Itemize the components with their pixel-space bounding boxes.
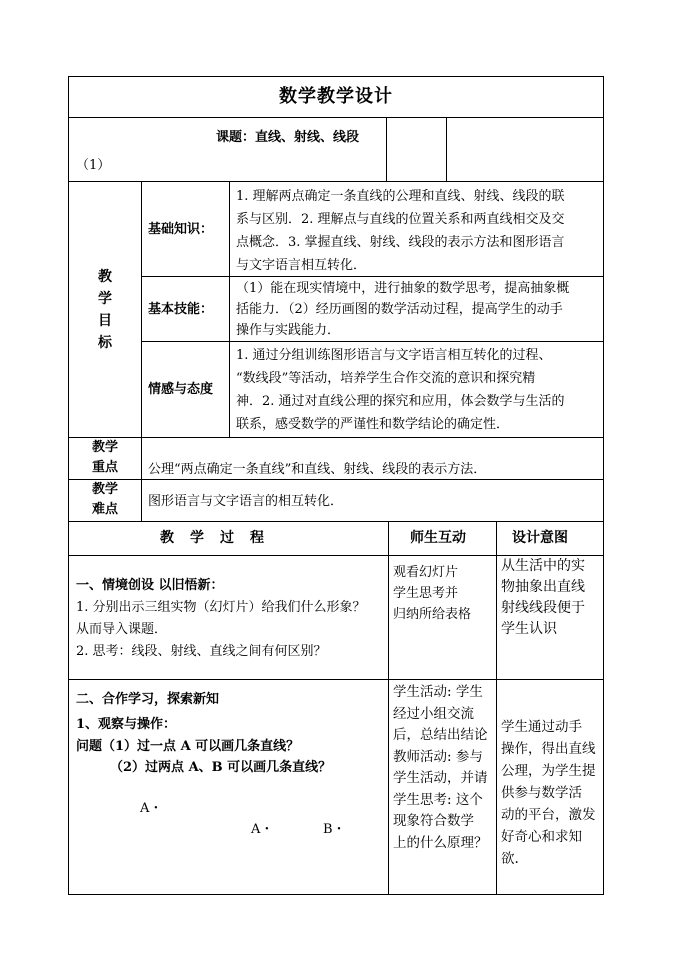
question-1: 问题（1）过一点 A 可以画几条直线？	[76, 739, 300, 754]
knowledge-line: 系与区别．2. 理解点与直线的位置关系和两直线相交及交	[236, 212, 565, 227]
attitude-line: 联系，感受数学的严谨性和数学结论的确定性．	[236, 417, 510, 432]
knowledge-line: 1. 理解两点确定一条直线的公理和直线、射线、线段的联	[236, 189, 565, 204]
lesson-number: （1）	[76, 158, 111, 173]
section2-interaction	[393, 682, 488, 854]
skills-text	[236, 278, 569, 341]
section1-heading: 一、情境创设 以旧悟新：	[76, 578, 224, 593]
section2-intent-line: 公理，为学生提	[501, 763, 596, 779]
difficulty-label-line: 难点	[92, 502, 119, 517]
objectives-label-char: 教	[98, 269, 112, 285]
section2-interaction-line: 教师活动: 参与	[393, 748, 483, 765]
attitude-label: 情感与态度	[148, 382, 214, 397]
objectives-label-char: 学	[98, 291, 112, 307]
section1-interaction	[393, 562, 471, 625]
key-point-label	[92, 438, 118, 478]
point-a-single: A・	[140, 801, 163, 816]
knowledge-line: 点概念．3. 掌握直线、射线、线段的表示方法和图形语言	[236, 235, 565, 250]
section2-interaction-line: 后，总结出结论	[393, 727, 488, 743]
section1-intent-line: 学生认识	[501, 621, 557, 637]
attitude-line: 神．2. 通过对直线公理的探究和应用，体会数学与生活的	[236, 394, 565, 409]
section1-interaction-line: 学生思考并	[393, 586, 459, 601]
question-2: （2）过两点 A、B 可以画几条直线？	[110, 760, 332, 775]
document-title: 数学教学设计	[279, 86, 393, 107]
attitude-line: “数线段”等活动，培养学生合作交流的意识和探究精	[236, 371, 536, 386]
skills-line: 操作与实践能力．	[236, 323, 341, 338]
section1-intent-line: 射线线段便于	[501, 600, 585, 616]
difficulty-label	[92, 480, 118, 520]
section2-intent-line: 好奇心和求知	[501, 829, 582, 845]
lesson-topic: 课题：直线、射线、线段	[216, 130, 360, 145]
section1-text	[76, 597, 366, 663]
section2-interaction-line: 上的什么原理？	[393, 834, 488, 851]
section2-interaction-line: 现象符合数学	[393, 813, 474, 829]
section2-intent-line: 学生通过动手	[501, 719, 582, 735]
key-point-label-line: 重点	[92, 460, 119, 475]
section1-interaction-line: 归纳所给表格	[393, 607, 472, 622]
section1-intent	[501, 556, 585, 640]
process-header: 教 学 过 程	[160, 530, 265, 546]
intent-header: 设计意图	[512, 530, 568, 546]
section2-intent-line: 动的平台，激发	[501, 807, 596, 823]
section2-interaction-line: 经过小组交流	[393, 705, 474, 722]
section1-intent-line: 物抽象出直线	[501, 579, 585, 595]
attitude-text	[236, 344, 565, 436]
section2-intent	[501, 716, 596, 870]
section2-heading: 二、合作学习，探索新知	[76, 692, 220, 707]
skills-line: 括能力．（2）经历画图的数学活动过程，提高学生的动手	[236, 302, 563, 317]
section1-interaction-line: 观看幻灯片	[393, 565, 459, 580]
skills-line: （1）能在现实情境中，进行抽象的数学思考，提高抽象概	[236, 281, 570, 296]
attitude-line: 1. 通过分组训练图形语言与文字语言相互转化的过程、	[236, 348, 552, 363]
objectives-label	[93, 266, 117, 354]
difficulty-text: 图形语言与文字语言的相互转化．	[148, 494, 344, 509]
section2-interaction-line: 学生活动: 学生	[393, 684, 483, 700]
section2-intent-line: 供参与数学活	[501, 785, 582, 801]
knowledge-label: 基础知识：	[148, 222, 214, 237]
difficulty-label-line: 教学	[92, 482, 119, 497]
section2-intent-line: 操作，得出直线	[501, 741, 596, 757]
key-point-text: 公理“两点确定一条直线”和直线、射线、线段的表示方法．	[148, 462, 487, 477]
section2-intent-line: 欲.	[501, 851, 519, 867]
section1-line: 1. 分别出示三组实物（幻灯片）给我们什么形象？	[76, 600, 366, 615]
knowledge-line: 与文字语言相互转化．	[236, 258, 367, 273]
section1-line: 2. 思考：线段、射线、直线之间有何区别？	[76, 644, 327, 659]
point-b-pair: B・	[323, 822, 346, 837]
skills-label: 基本技能：	[148, 302, 214, 317]
section2-interaction-line: 学生思考: 这个	[393, 791, 483, 808]
section2-subheading: 1、观察与操作：	[76, 717, 177, 732]
objectives-label-char: 标	[98, 335, 112, 351]
interaction-header: 师生互动	[410, 530, 466, 546]
point-a-pair: A・	[251, 822, 274, 837]
section1-intent-line: 从生活中的实	[501, 558, 585, 574]
objectives-label-char: 目	[98, 313, 112, 329]
key-point-label-line: 教学	[92, 440, 119, 455]
section2-interaction-line: 学生活动，并请	[393, 770, 488, 786]
knowledge-text	[236, 185, 565, 277]
section1-line: 从而导入课题．	[76, 622, 168, 637]
